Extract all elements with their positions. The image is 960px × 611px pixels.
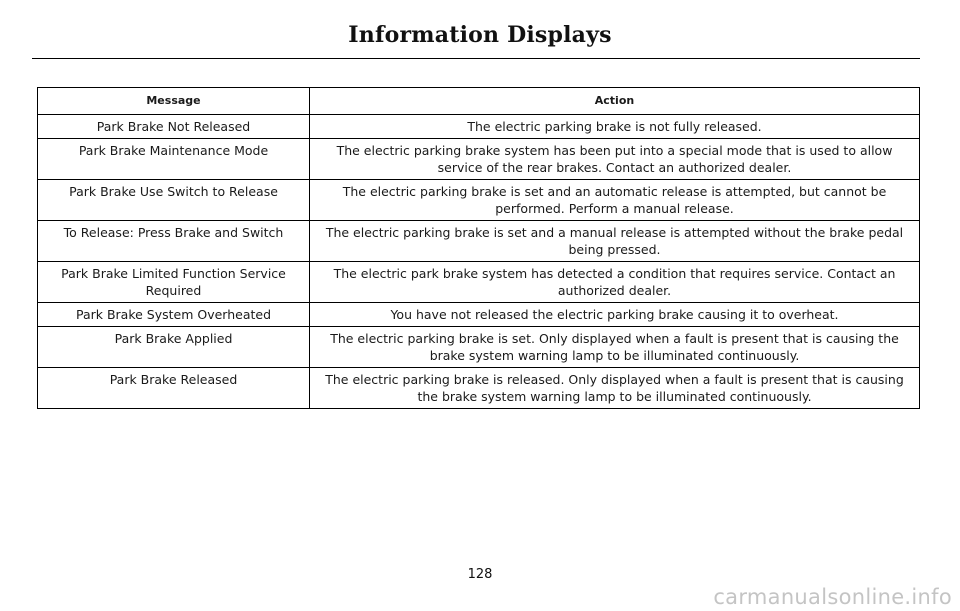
message-cell: Park Brake Applied bbox=[38, 327, 310, 368]
page-title: Information Displays bbox=[348, 22, 612, 48]
message-cell: To Release: Press Brake and Switch bbox=[38, 221, 310, 262]
table-row bbox=[38, 115, 920, 139]
column-header-action: Action bbox=[310, 88, 920, 115]
action-cell: The electric park brake system has detected a condition that requires service. Contact an authorized dealer. bbox=[310, 262, 920, 303]
table-row bbox=[38, 327, 920, 368]
message-cell: Park Brake System Overheated bbox=[38, 303, 310, 327]
table-row bbox=[38, 139, 920, 180]
message-cell: Park Brake Limited Function Service Required bbox=[38, 262, 310, 303]
page-number: 128 bbox=[467, 567, 493, 582]
table-row bbox=[38, 368, 920, 409]
message-cell: Park Brake Released bbox=[38, 368, 310, 409]
table-row bbox=[38, 221, 920, 262]
table-row bbox=[38, 303, 920, 327]
action-cell: You have not released the electric parking brake causing it to overheat. bbox=[310, 303, 920, 327]
action-cell: The electric parking brake is set and an automatic release is attempted, but cannot be performed. Perform a manual release. bbox=[310, 180, 920, 221]
message-cell: Park Brake Maintenance Mode bbox=[38, 139, 310, 180]
column-header-message: Message bbox=[38, 88, 310, 115]
table-row bbox=[38, 262, 920, 303]
action-cell: The electric parking brake system has been put into a special mode that is used to allow service of the rear brakes. Contact an authorized dealer. bbox=[310, 139, 920, 180]
action-cell: The electric parking brake is set and a manual release is attempted without the brake pedal being pressed. bbox=[310, 221, 920, 262]
action-cell: The electric parking brake is not fully released. bbox=[310, 115, 920, 139]
message-cell: Park Brake Not Released bbox=[38, 115, 310, 139]
message-cell: Park Brake Use Switch to Release bbox=[38, 180, 310, 221]
header-divider bbox=[32, 58, 920, 59]
table-row bbox=[38, 180, 920, 221]
message-table bbox=[37, 87, 920, 409]
action-cell: The electric parking brake is set. Only displayed when a fault is present that is causing the brake system warning lamp to be illuminated continuously. bbox=[310, 327, 920, 368]
action-cell: The electric parking brake is released. Only displayed when a fault is present that is causing the brake system warning lamp to be illuminated continuously. bbox=[310, 368, 920, 409]
watermark: carmanualsonline.info bbox=[713, 585, 952, 609]
table-header-row bbox=[38, 88, 920, 115]
